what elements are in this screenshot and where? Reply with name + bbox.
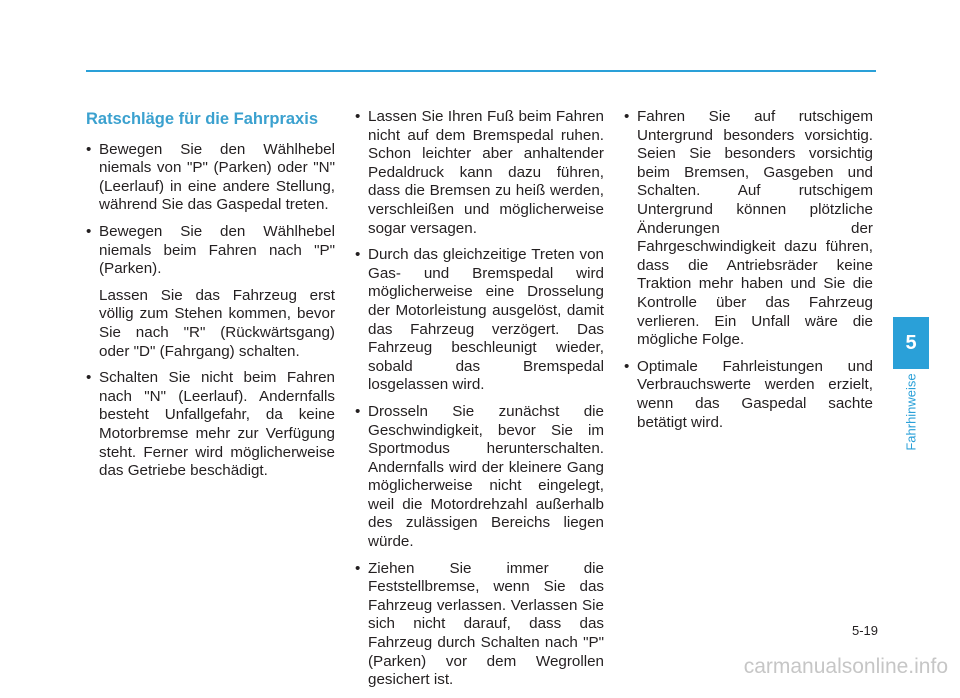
paragraph: • Ziehen Sie immer die Feststellbremse, wenn Sie das Fahrzeug verlassen. Verlassen Sie sich nicht darauf, dass das Fahrzeug durch Schalten nach "P" (Parken) vor dem Wegrollen gesichert ist.	[368, 559, 604, 689]
top-rule	[86, 70, 876, 72]
list-item	[355, 403, 604, 552]
column-3	[624, 108, 873, 440]
list-item	[86, 369, 335, 481]
paragraph: • Durch das gleichzeitige Treten von Gas- und Bremspedal wird möglicherweise eine Drosselung der Motorleistung ausgelöst, damit das Fahrzeug verzögert. Das Fahrzeug beschleunigt wieder, sobald das Bremspedal losgelassen wird.	[368, 246, 604, 394]
paragraph: • Bewegen Sie den Wählhebel niemals von "P" (Parken) oder "N" (Leerlauf) in eine andere Stellung, während Sie das Gaspedal treten.	[99, 140, 335, 214]
list-item	[86, 141, 335, 215]
paragraph: • Fahren Sie auf rutschigem Untergrund besonders vorsichtig. Seien Sie besonders vorsichtig beim Bremsen, Gasgeben und Schalten. Auf rutschigem Untergrund können plötzliche Änderungen der Fahrgeschwindigkeit dazu führen, dass die Antriebsräder keine Traktion mehr haben und Sie die Kontrolle über das Fahrzeug verlieren. Ein Unfall wäre die mögliche Folge.	[637, 108, 873, 349]
paragraph: Lassen Sie das Fahrzeug erst völlig zum Stehen kommen, bevor Sie nach "R" (Rückwärtsgang) oder "D" (Fahrgang) schalten.	[99, 286, 335, 360]
chapter-tab: 5	[893, 317, 929, 369]
paragraph: • Schalten Sie nicht beim Fahren nach "N" (Leerlauf). Andernfalls besteht Unfallgefahr, da keine Motorbremse mehr zur Verfügung steht. Ferner wird möglicherweise das Getriebe beschädigt.	[99, 369, 335, 480]
section-heading: Ratschläge für die Fahrpraxis	[86, 110, 318, 128]
bullet-list	[624, 108, 873, 432]
paragraph: • Lassen Sie Ihren Fuß beim Fahren nicht auf dem Bremspedal ruhen. Schon leichter aber anhaltender Pedaldruck kann dazu führen, dass die Bremsen zu heiß werden, verschleißen und möglicherweise sogar versagen.	[368, 108, 604, 237]
list-item	[624, 358, 873, 432]
watermark: carmanualsonline.info	[743, 655, 948, 678]
column-1	[86, 108, 335, 489]
column-2	[355, 108, 604, 698]
list-item	[355, 108, 604, 238]
chapter-label: Fahrhinweise	[903, 373, 919, 451]
paragraph: • Optimale Fahrleistungen und Verbrauchswerte werden erzielt, wenn das Gaspedal sachte betätigt wird.	[637, 357, 873, 431]
list-item	[355, 246, 604, 395]
bullet-list	[355, 108, 604, 690]
paragraph: • Bewegen Sie den Wählhebel niemals beim Fahren nach "P" (Parken).	[99, 222, 335, 278]
bullet-list	[86, 141, 335, 481]
list-item	[624, 108, 873, 350]
list-item	[86, 223, 335, 361]
paragraph: • Drosseln Sie zunächst die Geschwindigkeit, bevor Sie im Sportmodus herunterschalten. Andernfalls wird der kleinere Gang möglicherweise nicht eingelegt, weil die Motordrehzahl außerhalb des zulässigen Bereichs liegen würde.	[368, 402, 604, 551]
page-number: 5-19	[851, 623, 878, 638]
